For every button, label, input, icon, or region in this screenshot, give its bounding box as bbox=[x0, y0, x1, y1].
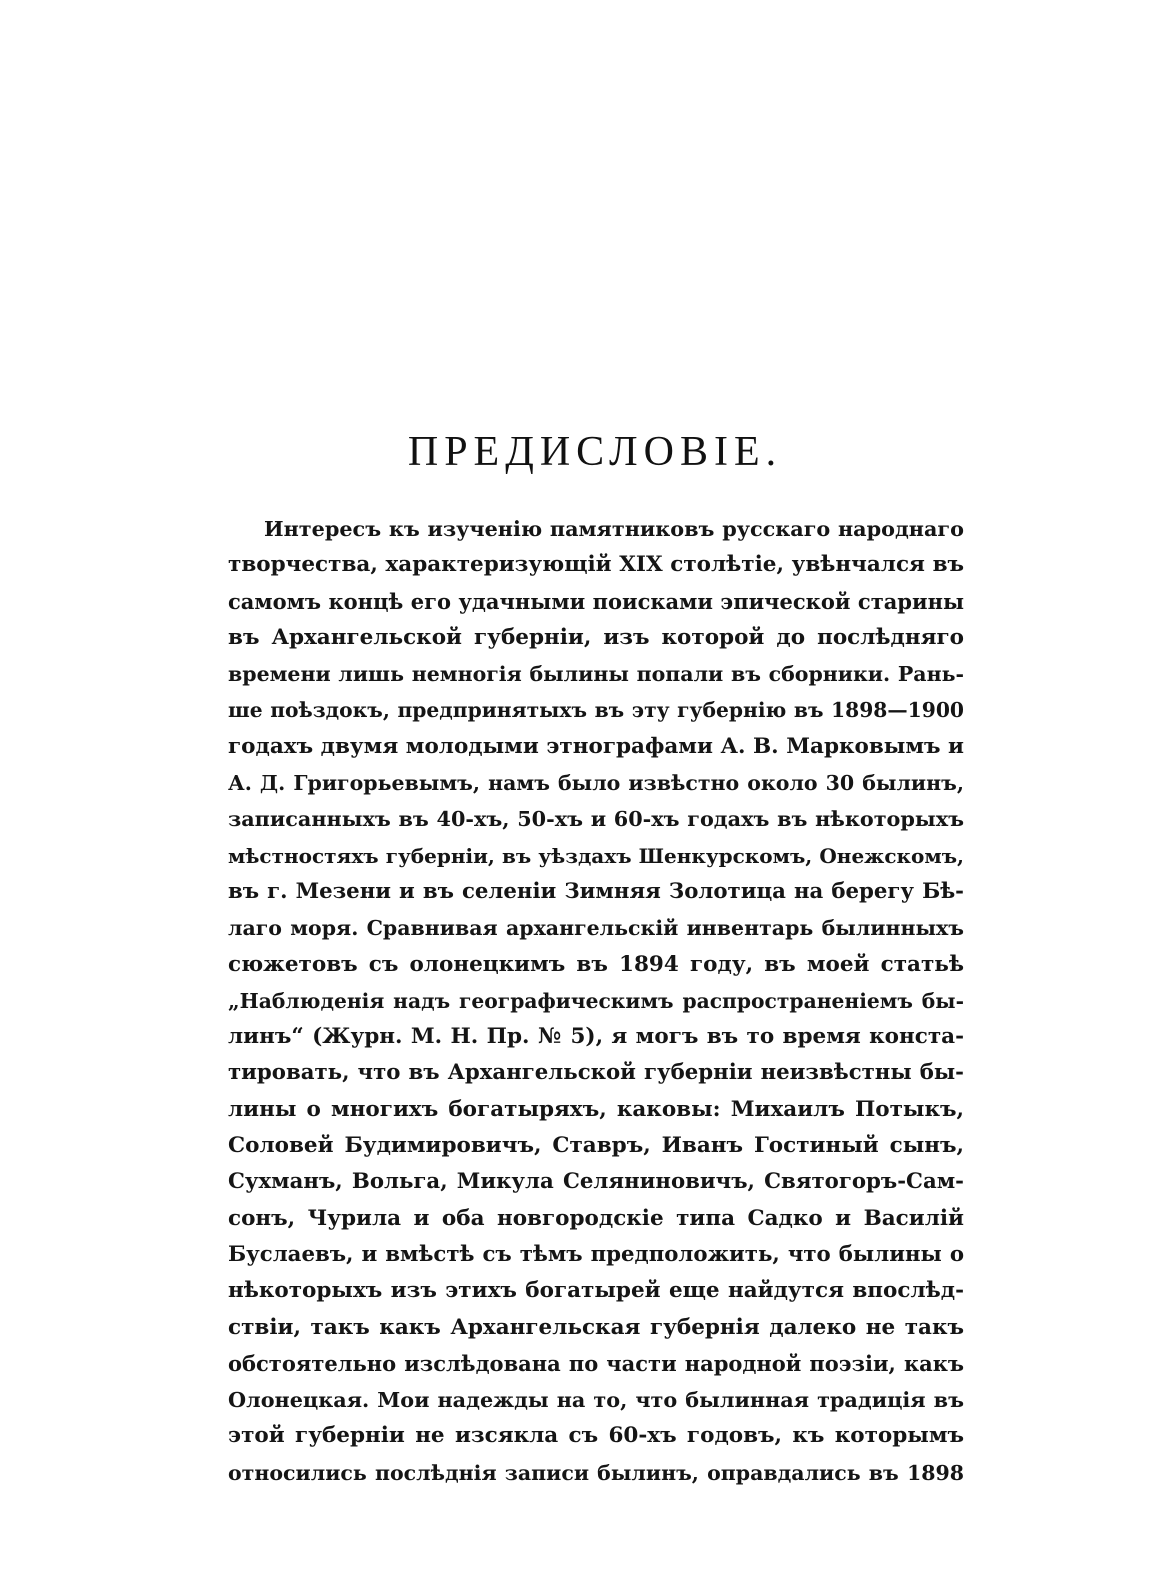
text-line: этой губерніи не изсякла съ 60-хъ годовъ, къ которымъ bbox=[228, 1423, 964, 1449]
page-title: ПРЕДИСЛОВІЕ. bbox=[407, 429, 783, 475]
text-line: лины о многихъ богатыряхъ, каковы: Михаилъ Потыкъ, bbox=[228, 1096, 964, 1122]
text-line: годахъ двумя молодыми этнографами А. В. Марковымъ и bbox=[228, 733, 964, 759]
text-line: относились послѣднія записи былинъ, оправдались въ 1898 bbox=[228, 1460, 964, 1485]
text-line: Сухманъ, Вольга, Микула Селяниновичъ, Святогоръ-Сам- bbox=[228, 1169, 964, 1195]
text-line: Интересъ къ изученію памятниковъ русскаго народнаго bbox=[264, 517, 964, 541]
text-line: Соловей Будимировичъ, Ставръ, Иванъ Гостиный сынъ, bbox=[228, 1133, 964, 1159]
text-line: А. Д. Григорьевымъ, намъ было извѣстно около 30 былинъ, bbox=[228, 771, 964, 796]
text-line: тировать, что въ Архангельской губерніи неизвѣстны бы- bbox=[228, 1060, 964, 1086]
text-line: творчества, характеризующій XIX столѣтіе, увѣнчался въ bbox=[228, 552, 964, 578]
preface-text bbox=[228, 511, 964, 1491]
text-line: мѣстностяхъ губерніи, въ уѣздахъ Шенкурскомъ, Онежскомъ, bbox=[228, 843, 964, 868]
text-line: лаго моря. Сравнивая архангельскій инвентарь былинныхъ bbox=[228, 916, 964, 941]
text-line: сонъ, Чурила и оба новгородскіе типа Садко и Василій bbox=[228, 1205, 964, 1231]
text-line: линъ“ (Журн. М. Н. Пр. № 5), я могъ въ то время конста- bbox=[228, 1024, 964, 1050]
text-line: сюжетовъ съ олонецкимъ въ 1894 году, въ моей статьѣ bbox=[228, 951, 964, 977]
text-line: обстоятельно изслѣдована по части народной поэзіи, какъ bbox=[228, 1350, 964, 1376]
text-line: времени лишь немногія былины попали въ сборники. Рань- bbox=[228, 662, 964, 687]
text-line: Олонецкая. Мои надежды на то, что былинная традиція въ bbox=[228, 1388, 964, 1413]
text-line: записанныхъ въ 40-хъ, 50-хъ и 60-хъ годахъ въ нѣкоторыхъ bbox=[228, 807, 964, 832]
text-line: нѣкоторыхъ изъ этихъ богатырей еще найдутся впослѣд- bbox=[228, 1278, 964, 1304]
text-line: ше поѣздокъ, предпринятыхъ въ эту губернію въ 1898—1900 bbox=[228, 698, 964, 723]
text-line: самомъ концѣ его удачными поисками эпической старины bbox=[228, 588, 964, 614]
text-line: въ Архангельской губерніи, изъ которой до послѣдняго bbox=[228, 624, 964, 650]
text-line: въ г. Мезени и въ селеніи Зимняя Золотица на берегу Бѣ- bbox=[228, 878, 964, 904]
text-line: „Наблюденія надъ географическимъ распространеніемъ бы- bbox=[228, 988, 964, 1013]
text-line: Буслаевъ, и вмѣстѣ съ тѣмъ предположить, что былины о bbox=[228, 1241, 964, 1267]
text-line: ствіи, такъ какъ Архангельская губернія далеко не такъ bbox=[228, 1314, 964, 1340]
